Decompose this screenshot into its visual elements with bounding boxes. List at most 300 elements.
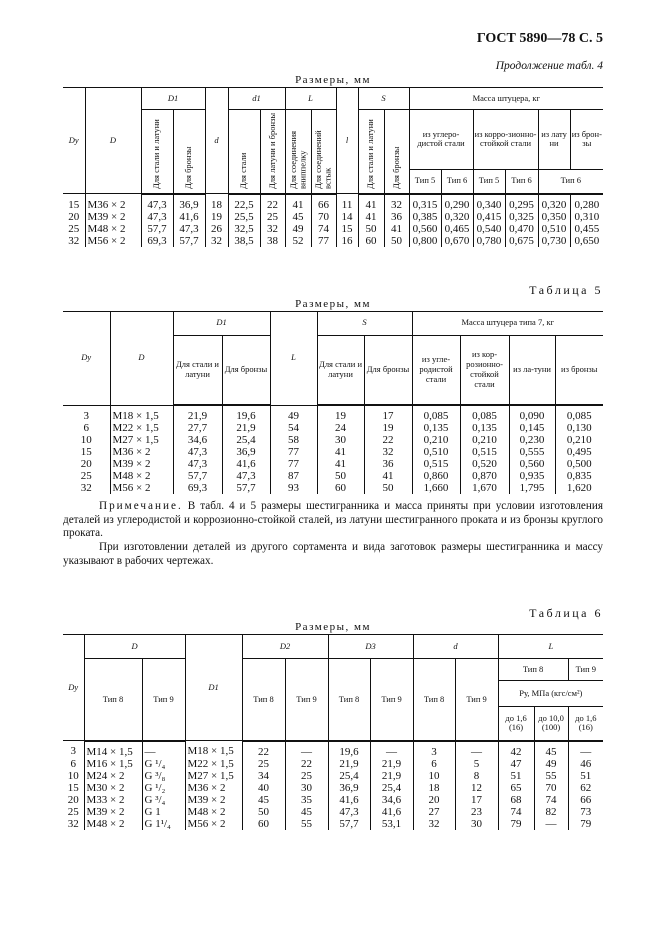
table-row <box>63 235 603 247</box>
table-cell: 82 <box>534 806 568 818</box>
table-cell: 22 <box>242 741 285 758</box>
table-cell: 3 <box>63 405 110 422</box>
table-cell: 18 <box>205 194 228 211</box>
table-cell: 57,7 <box>328 818 370 830</box>
col-d-type8: Тип 8 <box>84 659 142 741</box>
table-row <box>63 806 603 818</box>
table-cell: 30 <box>455 818 498 830</box>
table-cell: 1,795 <box>509 482 555 494</box>
table-cell: 41 <box>285 194 311 211</box>
table-cell: 0,870 <box>460 470 509 482</box>
table-cell: 0,090 <box>509 405 555 422</box>
table-cell: 68 <box>498 794 534 806</box>
table-cell: — <box>370 741 413 758</box>
table-cell: 32 <box>364 446 412 458</box>
col-s: S <box>358 88 409 110</box>
note-text: В табл. 4 и 5 размеры шестигранника и масса приняты при условии изготовления деталей из углеродистой и коррозионно-стойкой сталей, из латуни шестигранного проката и из бронзы круглого проката. <box>63 500 603 540</box>
document-page <box>63 0 603 830</box>
table-cell: 0,135 <box>460 422 509 434</box>
table-cell: 32 <box>260 223 285 235</box>
col-dy: Dу <box>63 88 85 194</box>
table-cell: 41,6 <box>370 806 413 818</box>
table-cell: 15 <box>63 446 110 458</box>
table-cell: 41 <box>358 194 384 211</box>
table-cell: 60 <box>317 482 364 494</box>
table-cell: 0,230 <box>509 434 555 446</box>
table-cell: 0,320 <box>441 211 473 223</box>
table-cell: G ³/₈ <box>142 770 185 782</box>
table-row <box>63 458 603 470</box>
col-p-1-6: до 1,6 (16) <box>498 707 534 741</box>
table-continuation-label: Продолжение табл. 4 <box>495 60 603 72</box>
table-cell: 0,130 <box>555 422 603 434</box>
table-cell: 32 <box>205 235 228 247</box>
table4 <box>63 87 603 247</box>
table-cell: M22 × 1,5 <box>110 422 173 434</box>
table-cell: 32 <box>413 818 455 830</box>
table-cell: 0,495 <box>555 446 603 458</box>
table-cell: 0,520 <box>460 458 509 470</box>
table-cell: 51 <box>568 770 603 782</box>
col-mass-bronze: из бронзы <box>555 335 603 405</box>
table-cell: M39 × 2 <box>185 794 242 806</box>
table-cell: 34,6 <box>173 434 222 446</box>
table-row <box>63 482 603 494</box>
table-cell: 0,325 <box>505 211 538 223</box>
col-p-10: до 10,0 (100) <box>534 707 568 741</box>
table-cell: 0,085 <box>555 405 603 422</box>
table-cell: 21,9 <box>370 758 413 770</box>
col-ds-type8: Тип 8 <box>413 659 455 741</box>
col-mass-bronze: из брон-зы <box>570 110 603 170</box>
table-cell: 74 <box>498 806 534 818</box>
table-cell: 60 <box>242 818 285 830</box>
table5-title: Таблица 5 <box>529 282 603 297</box>
table-cell: 41,6 <box>173 211 205 223</box>
table-cell: 0,650 <box>570 235 603 247</box>
col-s-steel: Для стали и латуни <box>317 335 364 405</box>
table-cell: 45 <box>534 741 568 758</box>
table-cell: 0,560 <box>409 223 441 235</box>
col-d1-steel: Для стали и латуни <box>141 110 173 194</box>
table-cell: M16 × 1,5 <box>84 758 142 770</box>
table-cell: M24 × 2 <box>84 770 142 782</box>
table-row <box>63 770 603 782</box>
table-cell: 6 <box>63 758 84 770</box>
table-cell: 36,9 <box>173 194 205 211</box>
table-cell: M39 × 2 <box>110 458 173 470</box>
table-cell: 0,835 <box>555 470 603 482</box>
table-cell: 12 <box>455 782 498 794</box>
table-cell: 47 <box>498 758 534 770</box>
col-type5: Тип 5 <box>409 169 441 194</box>
table-cell: 25 <box>285 770 328 782</box>
table-cell: 41 <box>317 458 364 470</box>
table-cell: 36 <box>364 458 412 470</box>
col-d1: D1 <box>173 311 270 335</box>
col-p-1-6-t9: до 1,6 (16) <box>568 707 603 741</box>
table-cell: 21,9 <box>370 770 413 782</box>
col-d1-bronze: Для бронзы <box>222 335 270 405</box>
table-cell: 20 <box>63 211 85 223</box>
table-cell: 1,620 <box>555 482 603 494</box>
col-l-type8: Тип 8 <box>498 659 568 681</box>
table-cell: 17 <box>455 794 498 806</box>
col-d: D <box>84 635 185 659</box>
table-cell: 0,500 <box>555 458 603 470</box>
table-cell: 65 <box>498 782 534 794</box>
table-cell: G ³/₄ <box>142 794 185 806</box>
table-cell: 58 <box>270 434 317 446</box>
col-d1-bronze: Для бронзы <box>173 110 205 194</box>
table-cell: M33 × 2 <box>84 794 142 806</box>
table-cell: 0,465 <box>441 223 473 235</box>
table-cell: 25,4 <box>328 770 370 782</box>
table6-caption: Размеры, мм <box>295 621 371 634</box>
table-cell: — <box>455 741 498 758</box>
table-cell: 77 <box>270 446 317 458</box>
col-type6: Тип 6 <box>538 169 603 194</box>
table6 <box>63 634 603 830</box>
col-d1s-brass: Для латуни и бронзы <box>260 110 285 194</box>
table-cell: 50 <box>358 223 384 235</box>
table-cell: 1,660 <box>412 482 460 494</box>
col-mass: Масса штуцера типа 7, кг <box>412 311 603 335</box>
table-cell: 0,800 <box>409 235 441 247</box>
table-cell: 0,085 <box>460 405 509 422</box>
col-d2-type9: Тип 9 <box>285 659 328 741</box>
table-cell: 70 <box>311 211 336 223</box>
table-cell: 79 <box>568 818 603 830</box>
table-cell: 45 <box>285 211 311 223</box>
col-d: D <box>110 311 173 405</box>
table-row <box>63 194 603 211</box>
table-cell: M36 × 2 <box>185 782 242 794</box>
table-cell: 0,510 <box>538 223 570 235</box>
table-cell: 41 <box>384 223 409 235</box>
table-row <box>63 211 603 223</box>
table-cell: 74 <box>534 794 568 806</box>
table-cell: 20 <box>63 458 110 470</box>
table-cell: 3 <box>63 741 84 758</box>
table-cell: M48 × 2 <box>110 470 173 482</box>
table-cell: 54 <box>270 422 317 434</box>
table-cell: 10 <box>413 770 455 782</box>
col-l: L <box>498 635 603 659</box>
col-dy: Dу <box>63 311 110 405</box>
table-cell: 22 <box>364 434 412 446</box>
table-cell: 41 <box>364 470 412 482</box>
table-row <box>63 446 603 458</box>
col-d1-steel: Для стали и латуни <box>173 335 222 405</box>
col-d-small: d <box>205 88 228 194</box>
table-cell: 32 <box>63 235 85 247</box>
table6-body <box>63 741 603 830</box>
table5-body <box>63 405 603 494</box>
table-cell: 50 <box>242 806 285 818</box>
col-d2: D2 <box>242 635 328 659</box>
table-cell: 11 <box>336 194 358 211</box>
table-cell: 25,5 <box>228 211 260 223</box>
table-cell: 18 <box>413 782 455 794</box>
table-cell: 0,470 <box>505 223 538 235</box>
table-row <box>63 223 603 235</box>
table-cell: 0,675 <box>505 235 538 247</box>
col-l: L <box>270 311 317 405</box>
table-cell: 47,3 <box>173 446 222 458</box>
table-cell: — <box>142 741 185 758</box>
table-cell: 47,3 <box>141 194 173 211</box>
col-mass-stainless: из корро-зионно-стойкой стали <box>473 110 538 170</box>
table-cell: 27 <box>413 806 455 818</box>
table-cell: 20 <box>413 794 455 806</box>
table-cell: 17 <box>364 405 412 422</box>
table-cell: 47,3 <box>141 211 173 223</box>
table-cell: 38 <box>260 235 285 247</box>
table-cell: — <box>285 741 328 758</box>
table-cell: 49 <box>270 405 317 422</box>
table-cell: 5 <box>455 758 498 770</box>
table-cell: 45 <box>285 806 328 818</box>
table-cell: 0,135 <box>412 422 460 434</box>
table-cell: 0,670 <box>441 235 473 247</box>
table-row <box>63 794 603 806</box>
table-cell: G ¹/₄ <box>142 758 185 770</box>
col-mass-brass: из лату ни <box>538 110 570 170</box>
table-cell: M36 × 2 <box>110 446 173 458</box>
table-cell: 38,5 <box>228 235 260 247</box>
table-cell: 66 <box>568 794 603 806</box>
table-cell: 34,6 <box>370 794 413 806</box>
table-cell: 57,7 <box>141 223 173 235</box>
table4-caption: Размеры, мм <box>295 74 371 86</box>
table-cell: 25 <box>242 758 285 770</box>
table-cell: 47,3 <box>173 223 205 235</box>
table-cell: M27 × 1,5 <box>110 434 173 446</box>
table-cell: 22 <box>285 758 328 770</box>
table-cell: M36 × 2 <box>85 194 141 211</box>
col-d-small: d <box>413 635 498 659</box>
col-dy: Dу <box>63 635 84 741</box>
col-d3: D3 <box>328 635 413 659</box>
table-cell: 8 <box>455 770 498 782</box>
table-cell: 23 <box>455 806 498 818</box>
table-cell: G ¹/₂ <box>142 782 185 794</box>
table-cell: 0,350 <box>538 211 570 223</box>
table-cell: 62 <box>568 782 603 794</box>
table-row <box>63 818 603 830</box>
table-cell: M14 × 1,5 <box>84 741 142 758</box>
table-cell: 15 <box>63 194 85 211</box>
table-cell: 6 <box>413 758 455 770</box>
table-cell: 0,210 <box>555 434 603 446</box>
table-cell: 50 <box>364 482 412 494</box>
table-cell: 25 <box>260 211 285 223</box>
table-cell: 0,860 <box>412 470 460 482</box>
table-cell: 0,540 <box>473 223 505 235</box>
table-cell: M56 × 2 <box>185 818 242 830</box>
table-cell: 0,780 <box>473 235 505 247</box>
table-cell: M48 × 2 <box>84 818 142 830</box>
table-cell: 25,4 <box>222 434 270 446</box>
col-d2-type8: Тип 8 <box>242 659 285 741</box>
table-cell: 32 <box>63 482 110 494</box>
table-cell: 50 <box>384 235 409 247</box>
table-cell: 52 <box>285 235 311 247</box>
table-cell: 41 <box>358 211 384 223</box>
col-type6: Тип 6 <box>441 169 473 194</box>
table-cell: 22,5 <box>228 194 260 211</box>
table-cell: 19,6 <box>328 741 370 758</box>
table-cell: M39 × 2 <box>84 806 142 818</box>
table-cell: 49 <box>285 223 311 235</box>
col-d: D <box>85 88 141 194</box>
table-cell: 69,3 <box>173 482 222 494</box>
table-cell: 47,3 <box>328 806 370 818</box>
table-cell: 0,210 <box>412 434 460 446</box>
col-s: S <box>317 311 412 335</box>
col-s-steel: Для стали и латуни <box>358 110 384 194</box>
table-cell: 77 <box>270 458 317 470</box>
table-cell: 16 <box>336 235 358 247</box>
col-l-type9: Тип 9 <box>568 659 603 681</box>
table-cell: M48 × 2 <box>185 806 242 818</box>
table-cell: 25 <box>63 806 84 818</box>
table-row <box>63 758 603 770</box>
table-cell: 21,9 <box>173 405 222 422</box>
table-cell: 0,515 <box>460 446 509 458</box>
table-cell: 53,1 <box>370 818 413 830</box>
table-cell: 69,3 <box>141 235 173 247</box>
table-cell: 27,7 <box>173 422 222 434</box>
table-cell: 55 <box>285 818 328 830</box>
table-cell: — <box>568 741 603 758</box>
table-cell: 32,5 <box>228 223 260 235</box>
col-s-bronze: Для бронзы <box>364 335 412 405</box>
table-cell: 50 <box>317 470 364 482</box>
table-cell: 24 <box>317 422 364 434</box>
table-cell: 70 <box>534 782 568 794</box>
table-cell: 47,3 <box>173 458 222 470</box>
table-cell: 57,7 <box>173 470 222 482</box>
table-row <box>63 405 603 422</box>
table-cell: 25 <box>63 223 85 235</box>
table6-title: Таблица 6 <box>529 606 603 621</box>
table-note <box>63 500 603 568</box>
table-cell: 0,340 <box>473 194 505 211</box>
table5-caption: Размеры, мм <box>295 297 371 310</box>
table-cell: 10 <box>63 434 110 446</box>
table-cell: 47,3 <box>222 470 270 482</box>
table-cell: 93 <box>270 482 317 494</box>
table-cell: 19,6 <box>222 405 270 422</box>
table-cell: 0,730 <box>538 235 570 247</box>
table-cell: 30 <box>285 782 328 794</box>
table-cell: M27 × 1,5 <box>185 770 242 782</box>
table-cell: 0,295 <box>505 194 538 211</box>
table-cell: 0,510 <box>412 446 460 458</box>
table-row <box>63 434 603 446</box>
table-cell: 32 <box>63 818 84 830</box>
table-cell: 19 <box>205 211 228 223</box>
col-d1: D1 <box>141 88 205 110</box>
table-cell: 77 <box>311 235 336 247</box>
table-cell: 0,210 <box>460 434 509 446</box>
table-cell: 45 <box>242 794 285 806</box>
table-cell: 0,085 <box>412 405 460 422</box>
col-mass: Масса штуцера, кг <box>409 88 603 110</box>
table-cell: 21,9 <box>222 422 270 434</box>
table-cell: 0,385 <box>409 211 441 223</box>
table-cell: M18 × 1,5 <box>185 741 242 758</box>
table-cell: 25 <box>63 470 110 482</box>
table-cell: G 1¹/₄ <box>142 818 185 830</box>
note-text-2: При изготовлении деталей из другого сортамента и вида заготовок размеры шестигранника и массу указывают в рабочих чертежах. <box>63 541 603 567</box>
table-cell: 36,9 <box>328 782 370 794</box>
col-l-small: l <box>336 88 358 194</box>
table-cell: 79 <box>498 818 534 830</box>
col-l-nipple: Для соединения вниппелку <box>285 110 311 194</box>
table-row <box>63 741 603 758</box>
table-cell: M18 × 1,5 <box>110 405 173 422</box>
table-cell: 73 <box>568 806 603 818</box>
table-cell: 0,290 <box>441 194 473 211</box>
col-type6: Тип 6 <box>505 169 538 194</box>
col-type5: Тип 5 <box>473 169 505 194</box>
table-cell: 60 <box>358 235 384 247</box>
table-cell: M22 × 1,5 <box>185 758 242 770</box>
table-row <box>63 782 603 794</box>
table-cell: 0,315 <box>409 194 441 211</box>
table-cell: 36,9 <box>222 446 270 458</box>
table-cell: 0,310 <box>570 211 603 223</box>
table-cell: M39 × 2 <box>85 211 141 223</box>
table-cell: 41,6 <box>222 458 270 470</box>
col-d1: D1 <box>185 635 242 741</box>
table-cell: 15 <box>336 223 358 235</box>
col-mass-carbon: из углеро-дистой стали <box>409 110 473 170</box>
col-d-type9: Тип 9 <box>142 659 185 741</box>
table-cell: 0,415 <box>473 211 505 223</box>
table-cell: 14 <box>336 211 358 223</box>
table-cell: 57,7 <box>222 482 270 494</box>
table-cell: 0,320 <box>538 194 570 211</box>
table-cell: 10 <box>63 770 84 782</box>
col-d3-type8: Тип 8 <box>328 659 370 741</box>
table-cell: 34 <box>242 770 285 782</box>
table-cell: 49 <box>534 758 568 770</box>
col-mass-carbon: из угле-родистой стали <box>412 335 460 405</box>
table-cell: 51 <box>498 770 534 782</box>
col-s-bronze: Для бронзы <box>384 110 409 194</box>
table-cell: 35 <box>285 794 328 806</box>
table-cell: 19 <box>317 405 364 422</box>
table-cell: 6 <box>63 422 110 434</box>
col-l-butt: Для соединений встык <box>311 110 336 194</box>
table-cell: 32 <box>384 194 409 211</box>
table-cell: 41 <box>317 446 364 458</box>
table4-body <box>63 194 603 247</box>
table-cell: 21,9 <box>328 758 370 770</box>
table-cell: 57,7 <box>173 235 205 247</box>
document-reference: ГОСТ 5890—78 С. 5 <box>476 31 603 46</box>
table-cell: 0,455 <box>570 223 603 235</box>
table-cell: 87 <box>270 470 317 482</box>
table-cell: 0,515 <box>412 458 460 470</box>
table-cell: M48 × 2 <box>85 223 141 235</box>
table5 <box>63 311 603 495</box>
table-cell: 22 <box>260 194 285 211</box>
